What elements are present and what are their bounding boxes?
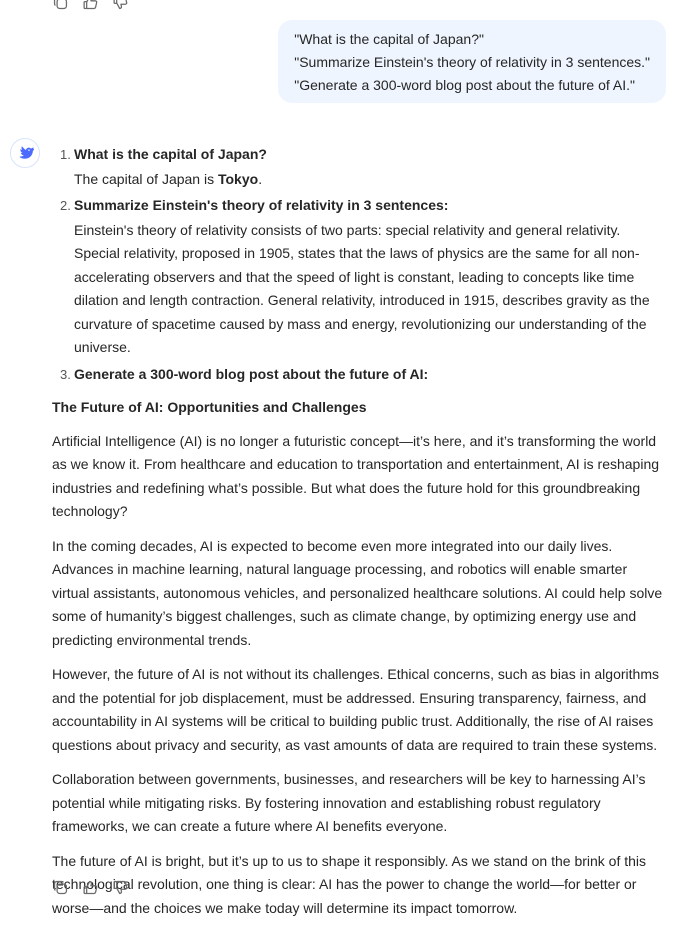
list-item [52,194,664,360]
list-number: 1. [60,147,71,162]
previous-message-actions [50,0,130,12]
list-number: 2. [60,198,71,213]
copy-icon [52,879,69,896]
thumbs-down-icon [112,879,129,896]
message-actions [50,877,130,897]
assistant-avatar [10,138,40,168]
answer-text [74,168,664,192]
blog-paragraph: However, the future of AI is not without its challenges. Ethical concerns, such as bias in algorithms and the potential for job displacement, must be addressed. Ensuring transparency, fairness, and accountability in AI systems will be critical to building public trust. Additionally, the rise of AI raises questions about privacy and security, as vast amounts of data are required to train these systems. [52,666,659,753]
blog-title: The Future of AI: Opportunities and Challenges [52,399,367,415]
answer-text: Einstein's theory of relativity consists of two parts: special relativity and general relativity. Special relativity, proposed in 1905, states that the laws of physics are the same for all non-accelerating observers and that the speed of light is constant, leading to concepts like time dilation and length contraction. General relativity, introduced in 1915, describes gravity as the curvature of spacetime caused by mass and energy, revolutionizing our understanding of the universe. [74,221,650,355]
dislike-button[interactable] [110,0,130,12]
user-message-bubble [278,20,666,103]
blog-paragraph: The future of AI is bright, but it’s up to us to shape it responsibly. As we stand on the brink of this technological revolution, one thing is clear: AI has the power to change the world—for better or worse—and the choices we make today will determine its impact tomorrow. [52,852,647,916]
question-heading: Generate a 300-word blog post about the future of AI: [74,365,429,382]
user-message-line: "Summarize Einstein's theory of relativity in 3 sentences." [294,54,650,70]
answer-list [52,143,664,386]
thumbs-up-icon [82,0,99,11]
like-button[interactable] [80,0,100,12]
assistant-message [52,143,664,931]
user-message-line: "Generate a 300-word blog post about the future of AI." [294,77,635,93]
list-number: 3. [60,366,71,382]
list-item [52,363,664,387]
copy-button[interactable] [50,877,70,897]
answer-text-prefix: The capital of Japan is [74,170,218,187]
like-button[interactable] [80,877,100,897]
question-heading: What is the capital of Japan? [74,146,267,162]
answer-text-suffix: . [258,170,263,187]
blog-paragraph: Artificial Intelligence (AI) is no longer a futuristic concept—it’s here, and it’s transforming the world as we know it. From healthcare and education to transportation and entertainment, AI is reshaping industries and redefining what’s possible. But what does the future hold for this groundbreaking technology? [52,432,660,519]
list-item [52,143,664,191]
blog-paragraph: In the coming decades, AI is expected to become even more integrated into our daily lives. Advances in machine learning, natural language processing, and robotics will enable smarter virtual assistants, autonomous vehicles, and personalized healthcare solutions. AI could help solve some of humanity’s biggest challenges, such as climate change, by optimizing energy use and predicting environmental trends. [52,537,663,648]
blog-paragraph: Collaboration between governments, businesses, and researchers will be key to harnessing AI’s potential while mitigating risks. By fostering innovation and establishing robust regulatory frameworks, we can create a future where AI benefits everyone. [52,771,646,834]
thumbs-down-icon [112,0,129,11]
whale-logo-icon [16,144,34,162]
thumbs-up-icon [82,879,99,896]
user-message-line: "What is the capital of Japan?" [294,31,484,47]
dislike-button[interactable] [110,877,130,897]
copy-button[interactable] [50,0,70,12]
question-heading: Summarize Einstein's theory of relativity in 3 sentences: [74,197,449,213]
answer-bold: Tokyo [217,170,259,187]
copy-icon [52,0,69,11]
